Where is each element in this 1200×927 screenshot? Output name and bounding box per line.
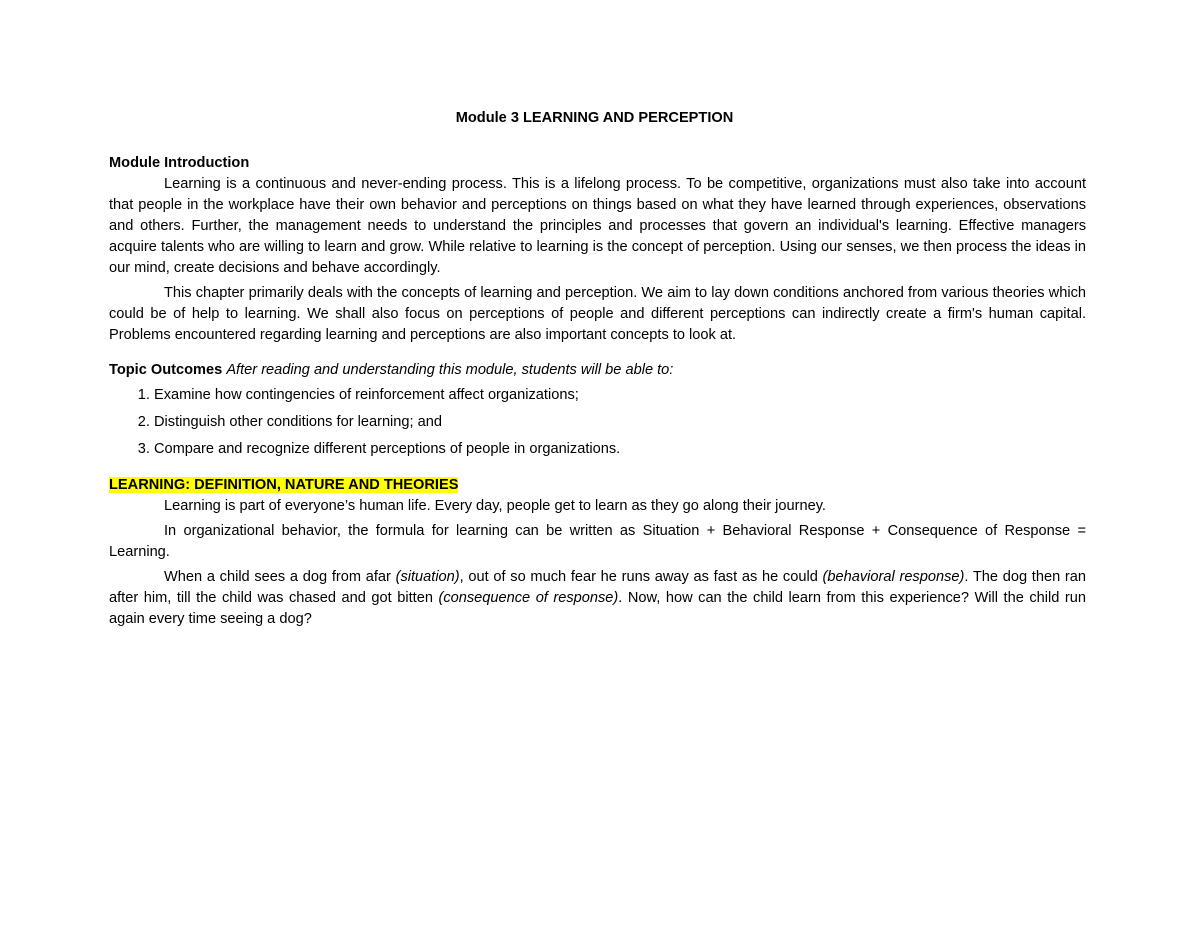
text-run: , out of so much fear he runs away as fast as he could xyxy=(459,569,823,585)
topic-outcomes-list xyxy=(109,385,1086,460)
list-item: 1. Examine how contingencies of reinforcement affect organizations; xyxy=(154,385,1086,406)
list-item: 2. Distinguish other conditions for learning; and xyxy=(154,412,1086,433)
document-title: Module 3 LEARNING AND PERCEPTION xyxy=(455,110,734,126)
text-run: When a child sees a dog from afar xyxy=(164,569,396,585)
section-paragraph-1: Learning is part of everyone’s human life. Every day, people get to learn as they go along their journey. xyxy=(164,498,826,514)
list-item: 3. Compare and recognize different perceptions of people in organizations. xyxy=(154,439,1086,460)
intro-paragraph-2: This chapter primarily deals with the concepts of learning and perception. We aim to lay down conditions anchored from various theories which could be of help to learning. We shall also focus on perceptions of people and different perceptions can indirectly create a firm's human capital. Problems encountered regarding learning and perceptions are also important concepts to look at. xyxy=(109,285,1086,343)
emphasis-behavioral-response: (behavioral response) xyxy=(822,569,965,585)
text-run: . Now, how can the child learn from this experience? Will the child run again every time seeing a dog? xyxy=(109,590,1087,627)
document-body xyxy=(109,153,1086,630)
section-heading-line xyxy=(109,475,1086,496)
module-introduction-heading: Module Introduction xyxy=(109,155,250,171)
topic-outcomes-lead: After reading and understanding this module, students will be able to: xyxy=(226,362,674,378)
section-paragraph-3 xyxy=(109,567,1086,630)
intro-paragraph-1: Learning is a continuous and never-ending process. This is a lifelong process. To be competitive, organizations must also take into account that people in the workplace have their own behavior and perceptions on things based on what they have learned through experiences, observations and others. Further, the management needs to understand the principles and processes that govern an individual's learning. Effective managers acquire talents who are willing to learn and grow. While relative to learning is the concept of perception. Using our senses, we then process the ideas in our mind, create decisions and behave accordingly. xyxy=(109,176,1086,276)
topic-outcomes-line xyxy=(109,360,1086,381)
section-paragraph-2: In organizational behavior, the formula for learning can be written as Situation + Behavioral Response + Consequence of Response = Learning. xyxy=(109,523,1086,560)
topic-outcomes-label: Topic Outcomes xyxy=(109,362,223,378)
emphasis-consequence: (consequence of response) xyxy=(438,590,619,606)
text-run: . The dog then ran after him, till the child was chased and got bitten xyxy=(109,569,1086,606)
emphasis-situation: (situation) xyxy=(395,569,460,585)
section-heading: LEARNING: DEFINITION, NATURE AND THEORIES xyxy=(109,477,459,493)
